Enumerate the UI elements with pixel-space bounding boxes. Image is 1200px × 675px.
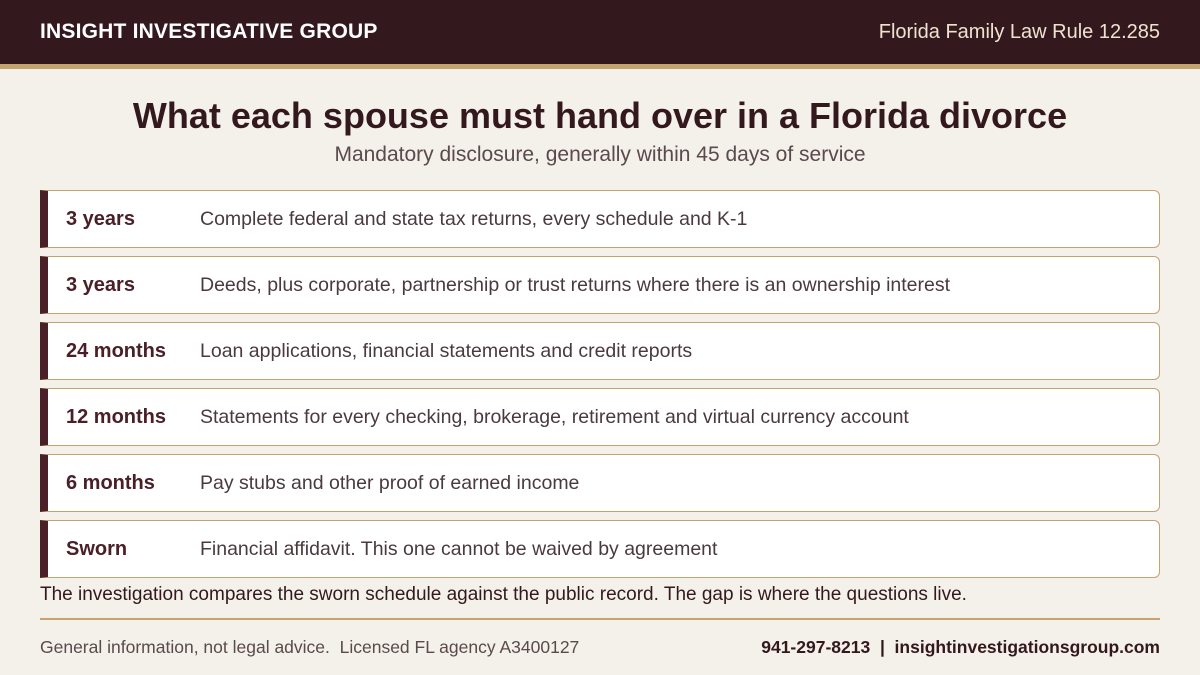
disclosure-description: Financial affidavit. This one cannot be waived by agreement [200, 537, 718, 560]
disclosure-item-pay-stubs [40, 454, 1160, 512]
disclosure-item-loans [40, 322, 1160, 380]
disclosure-description: Complete federal and state tax returns, every schedule and K-1 [200, 207, 748, 230]
disclosure-description: Pay stubs and other proof of earned income [200, 471, 580, 494]
disclosure-description: Deeds, plus corporate, partnership or trust returns where there is an ownership interest [200, 273, 951, 296]
disclosure-period: 12 months [66, 405, 167, 428]
disclosure-period: 6 months [66, 471, 155, 494]
page-title: What each spouse must hand over in a Florida divorce [132, 95, 1068, 136]
footer-divider [40, 618, 1160, 620]
rule-reference: Florida Family Law Rule 12.285 [878, 20, 1160, 43]
disclosure-description: Statements for every checking, brokerage, retirement and virtual currency account [200, 405, 909, 428]
closing-note: The investigation compares the sworn schedule against the public record. The gap is where the questions live. [40, 584, 967, 605]
disclosure-period: Sworn [66, 537, 128, 560]
header-bar [0, 0, 1200, 64]
footer-contact: 941-297-8213 | insightinvestigationsgroup.com [761, 637, 1160, 657]
disclosure-description: Loan applications, financial statements and credit reports [200, 339, 693, 362]
disclosure-period: 3 years [66, 273, 135, 296]
disclosure-period: 24 months [66, 339, 167, 362]
disclosure-period: 3 years [66, 207, 135, 230]
disclosure-item-statements [40, 388, 1160, 446]
page-subtitle: Mandatory disclosure, generally within 45 days of service [334, 143, 866, 166]
disclosure-item-tax-returns [40, 190, 1160, 248]
disclosure-list [40, 190, 1160, 586]
disclosure-item-deeds [40, 256, 1160, 314]
footer-disclaimer: General information, not legal advice. Licensed FL agency A3400127 [40, 637, 580, 657]
brand-name: INSIGHT INVESTIGATIVE GROUP [40, 20, 378, 43]
disclosure-item-affidavit [40, 520, 1160, 578]
header-divider [0, 64, 1200, 69]
